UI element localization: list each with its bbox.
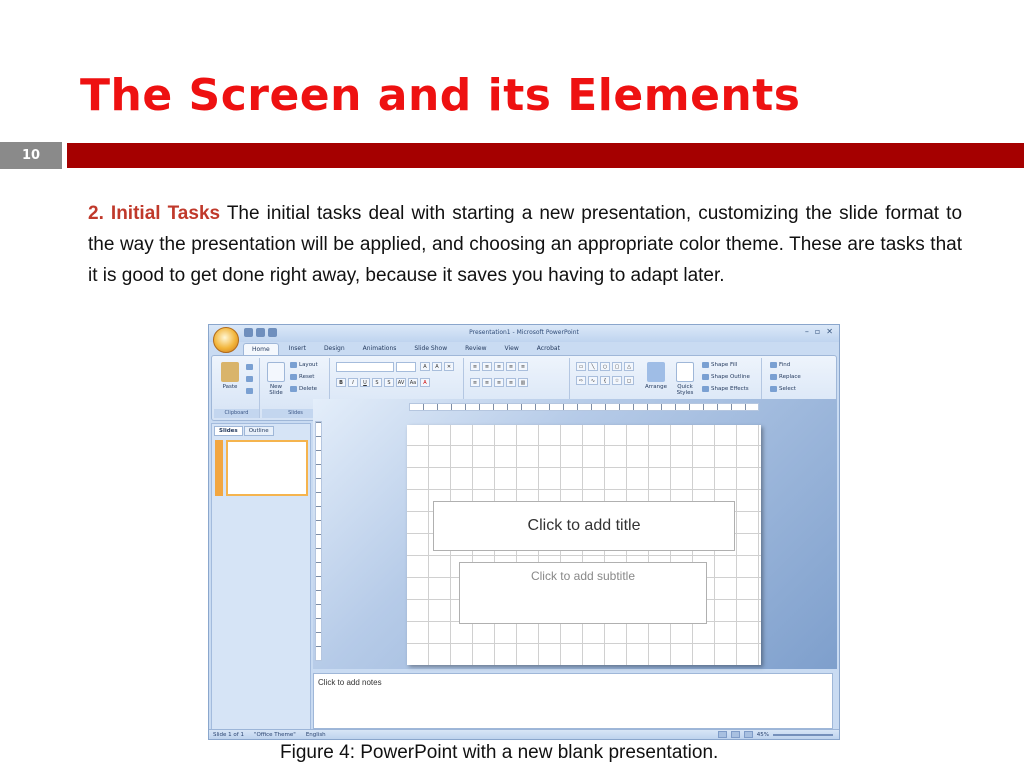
- strikethrough-button[interactable]: S: [372, 378, 382, 387]
- tab-slide-show[interactable]: Slide Show: [414, 345, 448, 352]
- quick-styles-button[interactable]: [672, 362, 698, 396]
- shapes-gallery-row2[interactable]: [576, 376, 634, 385]
- clear-format-button[interactable]: ✕: [444, 362, 454, 371]
- font-name-dropdown[interactable]: [336, 362, 394, 372]
- clipboard-group: [214, 358, 260, 418]
- title-placeholder[interactable]: Click to add title: [433, 501, 735, 551]
- slide-number: 10: [0, 142, 62, 169]
- cut-button[interactable]: [246, 364, 253, 370]
- new-slide-label: New Slide: [269, 384, 283, 396]
- increase-indent-button[interactable]: ≡: [506, 362, 516, 371]
- select-button[interactable]: [770, 386, 796, 392]
- slide-count-status: Slide 1 of 1: [213, 731, 244, 738]
- rounded-rect-shape-icon[interactable]: ▢: [612, 362, 622, 371]
- bold-button[interactable]: B: [336, 378, 346, 387]
- slide-sorter-button[interactable]: [731, 731, 740, 738]
- justify-button[interactable]: ≡: [506, 378, 516, 387]
- window-titlebar: [209, 325, 839, 342]
- spacing-button[interactable]: AV: [397, 380, 405, 386]
- title-divider-bar: [67, 143, 1024, 168]
- shape-fill-button[interactable]: [702, 362, 737, 368]
- layout-icon: [290, 362, 297, 368]
- office-button[interactable]: [213, 327, 239, 353]
- quick-styles-icon: [676, 362, 694, 382]
- minimize-button[interactable]: –: [804, 327, 809, 336]
- shadow-button[interactable]: S: [384, 378, 394, 387]
- shape-effects-button[interactable]: [702, 386, 749, 392]
- star-shape-icon[interactable]: ☆: [612, 376, 622, 385]
- slide-title: The Screen and its Elements: [80, 70, 801, 121]
- clipboard-icon: [221, 362, 239, 382]
- slide-canvas[interactable]: [407, 425, 761, 665]
- tab-insert[interactable]: Insert: [288, 345, 306, 352]
- horizontal-ruler: [409, 403, 759, 411]
- list-tools: [470, 362, 528, 371]
- copy-icon: [246, 376, 253, 382]
- pencil-icon: [702, 374, 709, 380]
- tab-review[interactable]: Review: [465, 345, 487, 352]
- close-button[interactable]: ✕: [826, 327, 833, 336]
- notes-pane[interactable]: Click to add notes: [313, 673, 833, 729]
- decrease-indent-button[interactable]: ≡: [494, 362, 504, 371]
- format-painter-button[interactable]: [246, 388, 253, 394]
- tab-design[interactable]: Design: [323, 345, 345, 352]
- view-controls: [718, 731, 833, 738]
- align-tools: [470, 378, 528, 387]
- replace-label: Replace: [779, 374, 801, 380]
- new-slide-icon: [267, 362, 285, 382]
- window-controls: [805, 327, 833, 336]
- effects-icon: [702, 386, 709, 392]
- line-shape-icon[interactable]: ╲: [588, 362, 598, 371]
- line-spacing-button[interactable]: ≡: [518, 362, 528, 371]
- layout-label: Layout: [299, 362, 318, 368]
- arrange-icon: [647, 362, 665, 382]
- delete-icon: [290, 386, 297, 392]
- triangle-shape-icon[interactable]: △: [624, 362, 634, 371]
- find-button[interactable]: [770, 362, 790, 368]
- slide-thumbnail-marker: [215, 440, 223, 496]
- slides-label: Slides: [262, 409, 329, 418]
- figure-caption: Figure 4: PowerPoint with a new blank presentation.: [280, 742, 719, 763]
- tab-outline[interactable]: Outline: [244, 426, 274, 436]
- arrange-label: Arrange: [645, 384, 667, 390]
- zoom-level: 45%: [756, 731, 769, 738]
- layout-button[interactable]: [290, 362, 318, 368]
- new-slide-button[interactable]: [264, 362, 288, 396]
- tab-acrobat[interactable]: Acrobat: [536, 345, 560, 352]
- reset-icon: [290, 374, 297, 380]
- arrange-button[interactable]: [642, 362, 670, 390]
- shapes-gallery[interactable]: [576, 362, 634, 371]
- italic-button[interactable]: I: [348, 378, 358, 387]
- columns-button[interactable]: ▥: [518, 378, 528, 387]
- curve-shape-icon[interactable]: ∿: [588, 376, 598, 385]
- quick-styles-label: Quick Styles: [676, 384, 694, 396]
- bullets-button[interactable]: ≡: [470, 362, 480, 371]
- paste-button[interactable]: [218, 362, 242, 390]
- cursor-icon: [770, 386, 777, 392]
- reset-label: Reset: [299, 374, 315, 380]
- slides-pane: [211, 423, 311, 737]
- align-center-button[interactable]: ≡: [482, 378, 492, 387]
- find-label: Find: [779, 362, 791, 368]
- change-case-button[interactable]: Aa: [409, 380, 417, 386]
- delete-button[interactable]: [290, 386, 317, 392]
- delete-label: Delete: [299, 386, 318, 392]
- replace-button[interactable]: [770, 374, 801, 380]
- arrow-shape-icon[interactable]: ⇨: [576, 376, 586, 385]
- font-size-dropdown[interactable]: [396, 362, 416, 372]
- status-bar: [209, 729, 839, 739]
- shrink-font-button[interactable]: A: [432, 362, 442, 371]
- grow-font-button[interactable]: A: [420, 362, 430, 371]
- tab-slides[interactable]: Slides: [214, 426, 243, 436]
- brush-icon: [246, 388, 253, 394]
- oval-shape-icon[interactable]: ○: [600, 362, 610, 371]
- reset-button[interactable]: [290, 374, 314, 380]
- theme-status: "Office Theme": [253, 731, 296, 738]
- shape-fill-label: Shape Fill: [711, 362, 738, 368]
- window-title: Presentation1 - Microsoft PowerPoint: [469, 329, 579, 336]
- slide-thumbnail[interactable]: [226, 440, 308, 496]
- paint-bucket-icon: [702, 362, 709, 368]
- align-left-button[interactable]: ≡: [470, 378, 480, 387]
- font-size-tools: [420, 362, 454, 371]
- bracket-shape-icon[interactable]: {: [600, 376, 610, 385]
- body-paragraph: [88, 198, 962, 291]
- shape-effects-label: Shape Effects: [711, 386, 749, 392]
- vertical-ruler: [315, 421, 322, 661]
- select-label: Select: [779, 386, 796, 392]
- rectangle-shape-icon[interactable]: ▭: [576, 362, 586, 371]
- subtitle-placeholder[interactable]: Click to add subtitle: [459, 562, 707, 624]
- font-color-button[interactable]: A: [420, 378, 430, 387]
- pane-tabs: [212, 424, 310, 438]
- section-heading: 2. Initial Tasks: [88, 203, 221, 224]
- replace-icon: [770, 374, 777, 380]
- callout-shape-icon[interactable]: ◻: [624, 376, 634, 385]
- zoom-slider[interactable]: [773, 734, 833, 736]
- slide-editing-area: [313, 399, 837, 669]
- shape-outline-label: Shape Outline: [711, 374, 750, 380]
- numbering-button[interactable]: ≡: [482, 362, 492, 371]
- language-status: English: [305, 731, 326, 738]
- scissors-icon: [246, 364, 253, 370]
- normal-view-button[interactable]: [718, 731, 727, 738]
- shape-outline-button[interactable]: [702, 374, 750, 380]
- tab-animations[interactable]: Animations: [362, 345, 397, 352]
- copy-button[interactable]: [246, 376, 253, 382]
- powerpoint-window: [208, 324, 840, 740]
- clipboard-label: Clipboard: [214, 409, 259, 418]
- binoculars-icon: [770, 362, 777, 368]
- paste-label: Paste: [222, 384, 238, 390]
- tab-home[interactable]: Home: [243, 343, 279, 355]
- tab-view[interactable]: View: [504, 345, 519, 352]
- slide-show-button[interactable]: [744, 731, 753, 738]
- align-right-button[interactable]: ≡: [494, 378, 504, 387]
- underline-button[interactable]: U: [360, 378, 370, 387]
- maximize-button[interactable]: ▫: [814, 327, 821, 336]
- ribbon-tabs: [243, 343, 568, 355]
- font-style-tools: [336, 378, 430, 387]
- section-text: The initial tasks deal with starting a new presentation, customizing the slide format to the way the presentation will be applied, and choosing an appropriate color theme. These are tasks that it is good to get done right away, because it saves you having to adapt later.: [88, 203, 963, 286]
